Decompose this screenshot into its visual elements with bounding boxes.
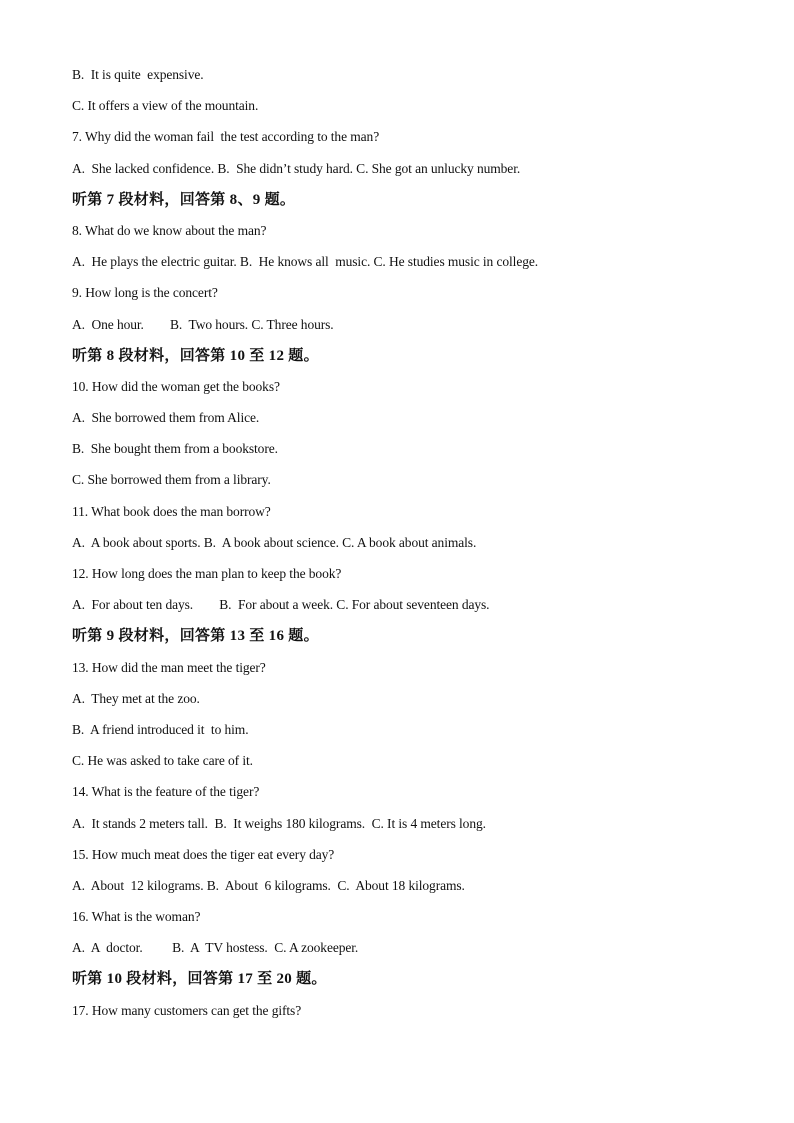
question-line: 16. What is the woman? <box>72 909 201 925</box>
option-line: A. It stands 2 meters tall. B. It weighs 180 kilograms. C. It is 4 meters long. <box>72 815 486 831</box>
option-line: A. About 12 kilograms. B. About 6 kilograms. C. About 18 kilograms. <box>72 877 465 893</box>
option-line: A. He plays the electric guitar. B. He knows all music. C. He studies music in college. <box>72 254 539 270</box>
question-line: 17. How many customers can get the gifts? <box>72 1002 302 1018</box>
option-line: B. It is quite expensive. <box>72 67 204 82</box>
question-line: 10. How did the woman get the books? <box>72 378 280 394</box>
question-line: 8. What do we know about the man? <box>72 222 267 238</box>
section-heading: 听第 8 段材料，回答第 10 至 12 题。 <box>72 347 319 364</box>
question-line: 12. How long does the man plan to keep the book? <box>72 566 342 581</box>
option-line: C. She borrowed them from a library. <box>72 472 271 488</box>
option-line: A. A doctor. B. A TV hostess. C. A zookeeper. <box>72 940 359 956</box>
option-line: A. For about ten days. B. For about a week. C. For about seventeen days. <box>72 597 490 613</box>
question-line: 7. Why did the woman fail the test according to the man? <box>72 129 380 145</box>
section-heading: 听第 9 段材料，回答第 13 至 16 题。 <box>72 628 319 645</box>
document-page <box>72 64 732 1031</box>
question-line: 9. How long is the concert? <box>72 285 218 301</box>
option-line: A. She borrowed them from Alice. <box>72 410 260 426</box>
question-line: 13. How did the man meet the tiger? <box>72 659 266 675</box>
option-line: A. She lacked confidence. B. She didn’t study hard. C. She got an unlucky number. <box>72 160 521 176</box>
question-line: 11. What book does the man borrow? <box>72 503 271 519</box>
option-line: C. He was asked to take care of it. <box>72 753 253 769</box>
section-heading: 听第 10 段材料，回答第 17 至 20 题。 <box>72 971 327 988</box>
section-heading: 听第 7 段材料，回答第 8、9 题。 <box>72 191 296 208</box>
option-line: B. A friend introduced it to him. <box>72 721 249 737</box>
option-line: A. One hour. B. Two hours. C. Three hours. <box>72 316 334 332</box>
question-line: 14. What is the feature of the tiger? <box>72 784 260 800</box>
option-line: A. They met at the zoo. <box>72 690 200 706</box>
question-line: 15. How much meat does the tiger eat every day? <box>72 846 335 862</box>
option-line: A. A book about sports. B. A book about science. C. A book about animals. <box>72 534 477 550</box>
option-line: C. It offers a view of the mountain. <box>72 98 259 114</box>
option-line: B. She bought them from a bookstore. <box>72 441 278 457</box>
